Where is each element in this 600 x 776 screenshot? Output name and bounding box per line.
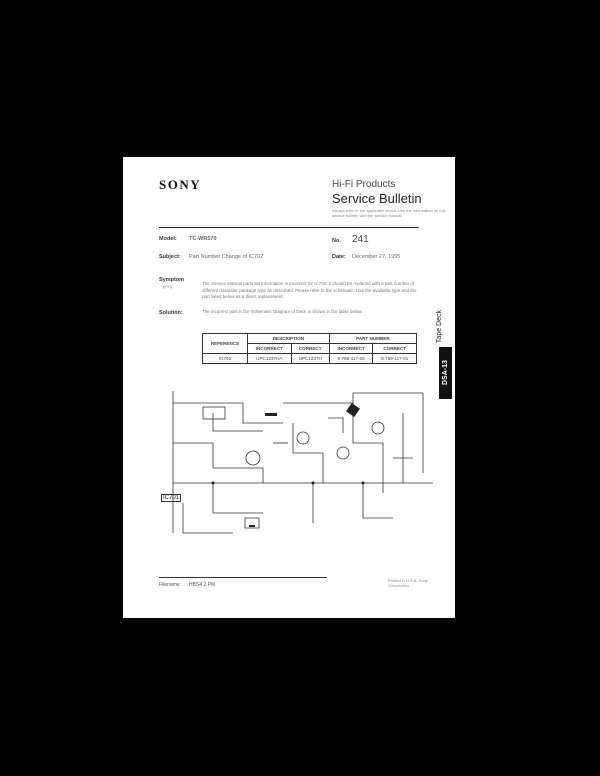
header-rule [159, 227, 419, 228]
parts-table [202, 333, 417, 364]
solution-label: Solution: [159, 310, 183, 316]
bulletin-no-label: No. [332, 238, 341, 244]
row-pn-incorrect: 8-759-117-00 [329, 354, 373, 364]
pn-correct-header: CORRECT [373, 344, 417, 354]
model-value: TC-WR570 [189, 236, 217, 242]
solution-text: The incorrect part in the Schematic Diagram of Deck is shown in the table below. [202, 309, 363, 314]
bulletin-no-value: 241 [352, 234, 369, 245]
date-label: Date: [332, 254, 346, 260]
service-bulletin-page [123, 157, 455, 618]
schematic-diagram [153, 383, 443, 553]
model-label: Model: [159, 236, 177, 242]
table-row [203, 354, 417, 364]
desc-correct-header: CORRECT [291, 344, 329, 354]
date-value: December 27, 1995 [352, 254, 401, 260]
footer-rule [159, 577, 327, 578]
row-desc-incorrect: UPC1237HA [248, 354, 292, 364]
filename-label: Filename: [159, 582, 181, 588]
row-reference: IC702 [203, 354, 248, 364]
subject-label: Subject: [159, 254, 181, 260]
description-header: DESCRIPTION [248, 334, 330, 344]
symptom-label: Symptom [159, 277, 185, 283]
subject-value: Part Number Change of IC702 [189, 254, 264, 260]
ic701-label: IC701 [163, 495, 180, 501]
sony-logo: SONY [159, 177, 202, 192]
desc-incorrect-header: INCORRECT [248, 344, 292, 354]
partnumber-header: PART NUMBER [329, 334, 416, 344]
row-desc-correct: UPC1237H [291, 354, 329, 364]
row-pn-correct: 8-759-117-01 [373, 354, 417, 364]
hifi-products-label: Hi-Fi Products [332, 179, 396, 190]
tape-deck-label: Tape Deck [436, 310, 443, 344]
category-code-tab: DSA-13 [439, 347, 452, 399]
service-bulletin-title: Service Bulletin [332, 191, 422, 206]
footer-note: Printed in U.S.A. Sony Corporation [388, 578, 428, 588]
symptom-sub: (FYI) [163, 284, 172, 289]
pn-incorrect-header: INCORRECT [329, 344, 373, 354]
bulletin-note: Always refer to the applicable circuit. Use the information on this service bulletin with the service manual. [332, 208, 446, 218]
symptom-text: The Service Manual parts list information is incorrect for IC702. It should be replaced with a part number of different transistor package type as described. Please refer to the schematic. Use the available type and the part listed below as a direct replacement. [202, 281, 417, 299]
filename-value: HBS4 2.PM [189, 582, 216, 588]
reference-header: REFERENCE [203, 334, 248, 354]
